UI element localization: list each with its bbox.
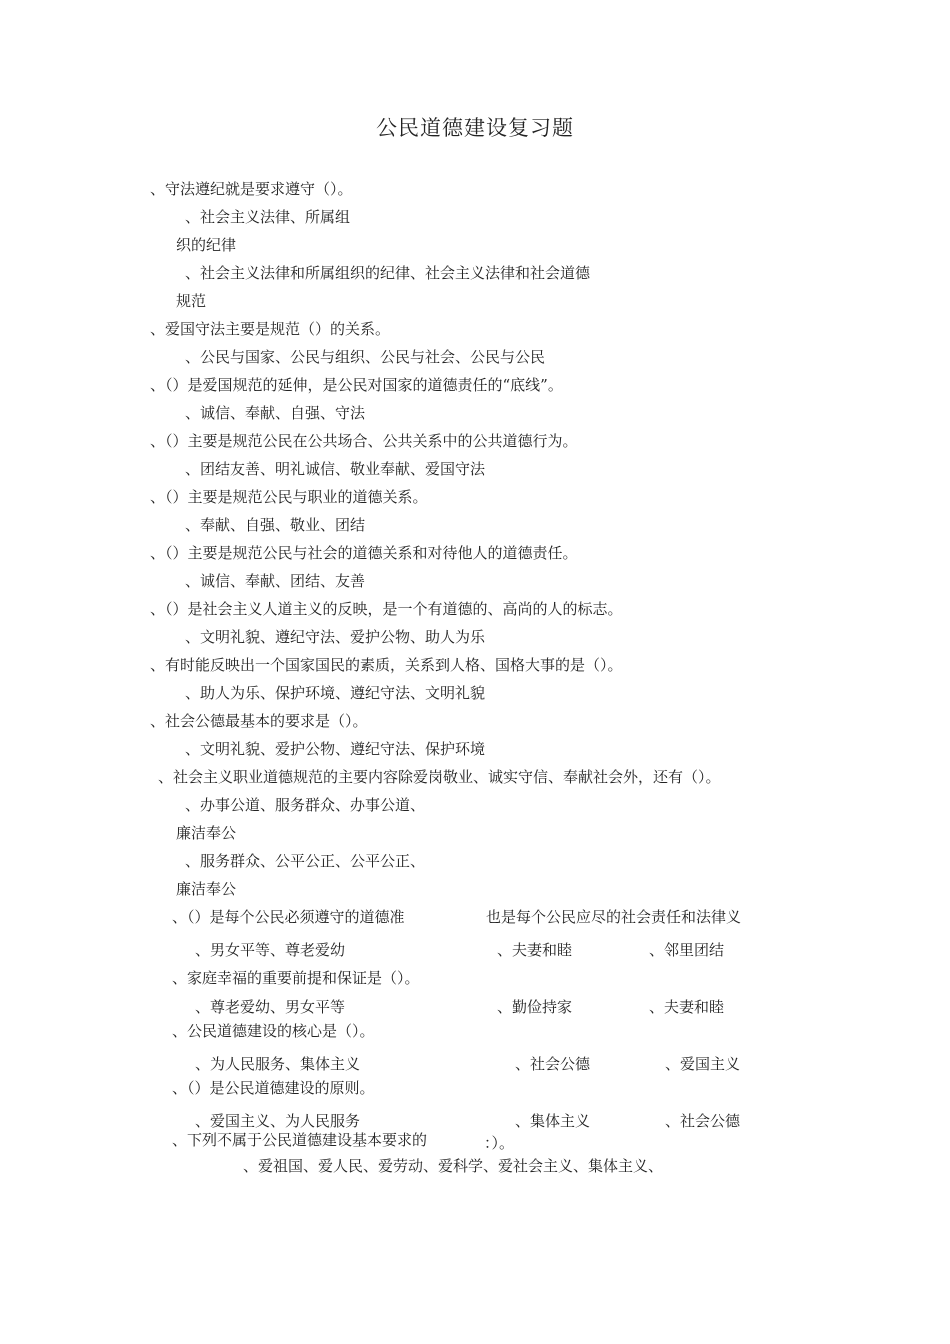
option-line: 廉洁奉公 [176, 824, 237, 842]
option-c: 、邻里团结 [649, 941, 725, 959]
question-14: 、（）是公民道德建设的原则。 [172, 1079, 375, 1097]
question-3: 、（）是爱国规范的延伸，是公民对国家的道德责任的“底线”。 [150, 376, 563, 394]
question-8: 、有时能反映出一个国家国民的素质，关系到人格、国格大事的是（）。 [150, 656, 623, 674]
question-11-continued: 也是每个公民应尽的社会责任和法律义 [486, 908, 742, 926]
option-line: 、诚信、奉献、团结、友善 [185, 572, 366, 590]
question-13: 、公民道德建设的核心是（）。 [172, 1022, 375, 1040]
option-line: 、公民与国家、公民与组织、公民与社会、公民与公民 [185, 348, 546, 366]
question-11: 、（）是每个公民必须遵守的道德准 [172, 908, 405, 926]
option-a: 、爱国主义、为人民服务 [195, 1112, 361, 1130]
question-4: 、（）主要是规范公民在公共场合、公共关系中的公共道德行为。 [150, 432, 578, 450]
question-1: 、守法遵纪就是要求遵守（）。 [150, 180, 353, 198]
option-line: 、文明礼貌、爱护公物、遵纪守法、保护环境 [185, 740, 486, 758]
option-line: 、奉献、自强、敬业、团结 [185, 516, 366, 534]
option-line: 、爱祖国、爱人民、爱劳动、爱科学、爱社会主义、集体主义、 [243, 1157, 664, 1175]
option-line: 、诚信、奉献、自强、守法 [185, 404, 366, 422]
option-line: 、团结友善、明礼诚信、敬业奉献、爱国守法 [185, 460, 486, 478]
option-c: 、爱国主义 [665, 1055, 741, 1073]
option-b: 、社会公德 [515, 1055, 591, 1073]
option-line: 、社会主义法律、所属组 [185, 208, 351, 226]
question-12: 、家庭幸福的重要前提和保证是（）。 [172, 969, 420, 987]
question-10: 、社会主义职业道德规范的主要内容除爱岗敬业、诚实守信、奉献社会外，还有（）。 [158, 768, 721, 786]
option-a: 、尊老爱幼、男女平等 [195, 998, 346, 1016]
option-c: 、社会公德 [665, 1112, 741, 1130]
option-line: 、服务群众、公平公正、公平公正、 [185, 852, 426, 870]
option-line: 、办事公道、服务群众、办事公道、 [185, 796, 426, 814]
option-b: 、集体主义 [515, 1112, 591, 1130]
option-c: 、夫妻和睦 [649, 998, 725, 1016]
question-15: 、下列不属于公民道德建设基本要求的 [172, 1131, 428, 1149]
question-5: 、（）主要是规范公民与职业的道德关系。 [150, 488, 428, 506]
option-line: 织的纪律 [176, 236, 237, 254]
question-2: 、爱国守法主要是规范（）的关系。 [150, 320, 391, 338]
option-b: 、勤俭持家 [497, 998, 573, 1016]
option-line: 规范 [176, 292, 207, 310]
option-line: 廉洁奉公 [176, 880, 237, 898]
page-title: 公民道德建设复习题 [376, 116, 574, 140]
option-a: 、男女平等、尊老爱幼 [195, 941, 346, 959]
question-6: 、（）主要是规范公民与社会的道德关系和对待他人的道德责任。 [150, 544, 578, 562]
option-line: 、社会主义法律和所属组织的纪律、社会主义法律和社会道德 [185, 264, 591, 282]
question-7: 、（）是社会主义人道主义的反映，是一个有道德的、高尚的人的标志。 [150, 600, 623, 618]
option-b: 、夫妻和睦 [497, 941, 573, 959]
option-line: 、文明礼貌、遵纪守法、爱护公物、助人为乐 [185, 628, 486, 646]
question-9: 、社会公德最基本的要求是（）。 [150, 712, 368, 730]
option-line: 、助人为乐、保护环境、遵纪守法、文明礼貌 [185, 684, 486, 702]
question-15-continued: ：）。 [484, 1134, 515, 1152]
option-a: 、为人民服务、集体主义 [195, 1055, 361, 1073]
